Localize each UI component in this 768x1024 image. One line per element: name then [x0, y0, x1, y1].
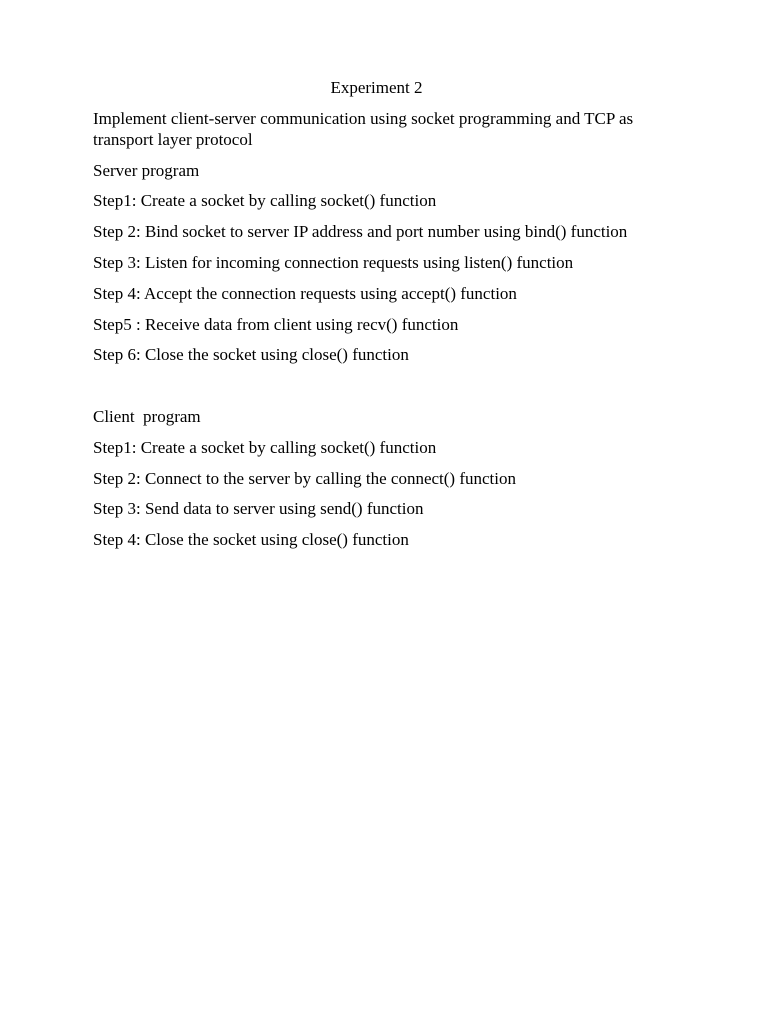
client-program-heading: Client program	[93, 407, 201, 426]
intro-paragraph: Implement client-server communication using socket programming and TCP as transport layer protocol	[93, 109, 634, 149]
server-step-5: Step5 : Receive data from client using recv() function	[93, 315, 459, 334]
server-step-2: Step 2: Bind socket to server IP address and port number using bind() function	[93, 222, 628, 241]
client-step-1: Step1: Create a socket by calling socket() function	[93, 438, 437, 457]
server-program-heading: Server program	[93, 161, 200, 180]
server-step-4: Step 4: Accept the connection requests using accept() function	[93, 284, 517, 303]
server-step-6: Step 6: Close the socket using close() function	[93, 345, 409, 364]
client-step-3: Step 3: Send data to server using send() function	[93, 499, 424, 518]
page-title: Experiment 2	[330, 78, 423, 97]
client-step-2: Step 2: Connect to the server by calling the connect() function	[93, 469, 516, 488]
server-step-1: Step1: Create a socket by calling socket() function	[93, 191, 437, 210]
server-step-3: Step 3: Listen for incoming connection requests using listen() function	[93, 253, 574, 272]
client-step-4: Step 4: Close the socket using close() function	[93, 530, 409, 549]
